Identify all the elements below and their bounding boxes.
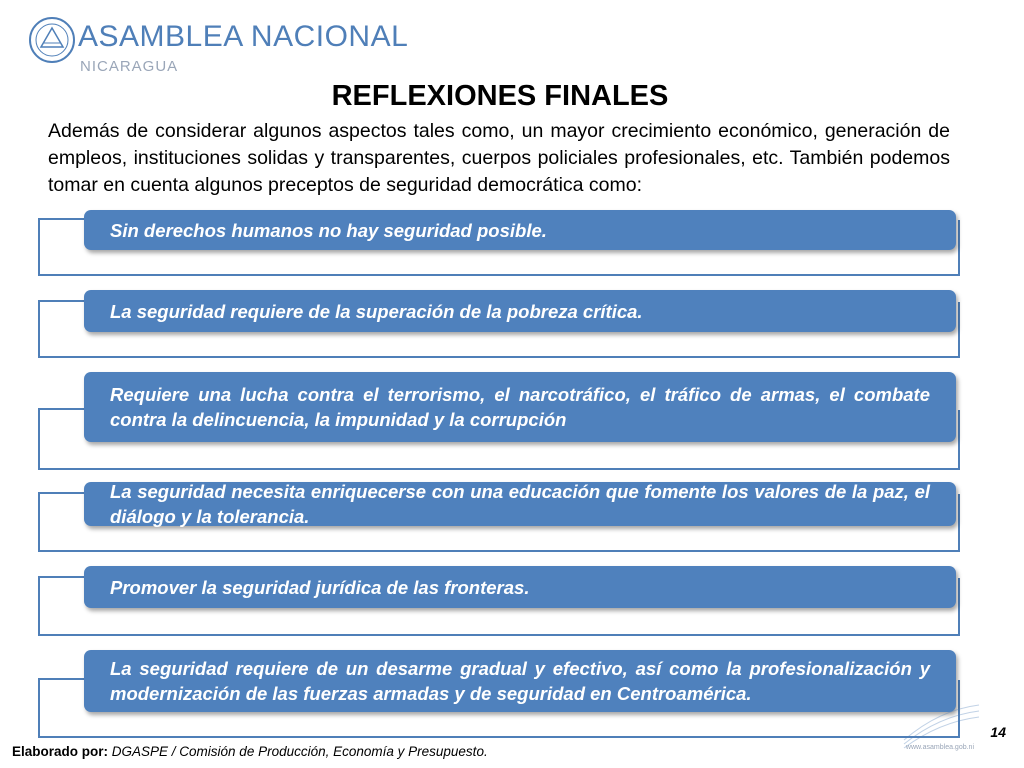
item-box: [84, 650, 956, 712]
item-text: La seguridad necesita enriquecerse con una educación que fomente los valores de la paz, el diálogo y la tolerancia.: [110, 481, 930, 527]
item-text: Requiere una lucha contra el terrorismo, el narcotráfico, el tráfico de armas, el combate contra la delincuencia, la impunidad y la corrupción: [110, 384, 930, 430]
item-text: La seguridad requiere de un desarme gradual y efectivo, así como la profesionalización y modernización de las fuerzas armadas y de seguridad en Centroamérica.: [110, 658, 930, 704]
list-item: [38, 290, 960, 358]
list-item: [38, 566, 960, 636]
website-text: www.asamblea.gob.ni: [905, 744, 974, 751]
footer-label: Elaborado por:: [12, 744, 109, 759]
item-text: Promover la seguridad jurídica de las fronteras.: [110, 576, 530, 598]
intro-paragraph: Además de considerar algunos aspectos tales como, un mayor crecimiento económico, generación de empleos, instituciones solidas y transparentes, cuerpos policiales profesionales, etc. También podemos tomar en cuenta algunos preceptos de seguridad democrática como:: [48, 120, 950, 196]
list-item: [38, 650, 960, 738]
slide-title: REFLEXIONES FINALES: [331, 80, 669, 112]
item-box: [84, 566, 956, 608]
item-text: Sin derechos humanos no hay seguridad posible.: [110, 219, 547, 241]
coat-of-arms-icon: [28, 16, 76, 64]
item-box: [84, 372, 956, 442]
list-item: [38, 482, 960, 552]
item-box: [84, 290, 956, 332]
decorative-lines-icon: [894, 700, 984, 750]
footer-credit: [12, 744, 488, 759]
item-box: [84, 210, 956, 250]
footer-text: DGASPE / Comisión de Producción, Economía y Presupuesto.: [108, 744, 488, 759]
item-text: La seguridad requiere de la superación de la pobreza crítica.: [110, 300, 643, 322]
org-subtitle: NICARAGUA: [80, 58, 179, 75]
item-box: [84, 482, 956, 526]
page-number: 14: [990, 724, 1006, 740]
header-logo: [22, 14, 409, 78]
org-name: ASAMBLEA NACIONAL: [78, 20, 409, 53]
list-item: [38, 372, 960, 470]
list-item: [38, 210, 960, 276]
